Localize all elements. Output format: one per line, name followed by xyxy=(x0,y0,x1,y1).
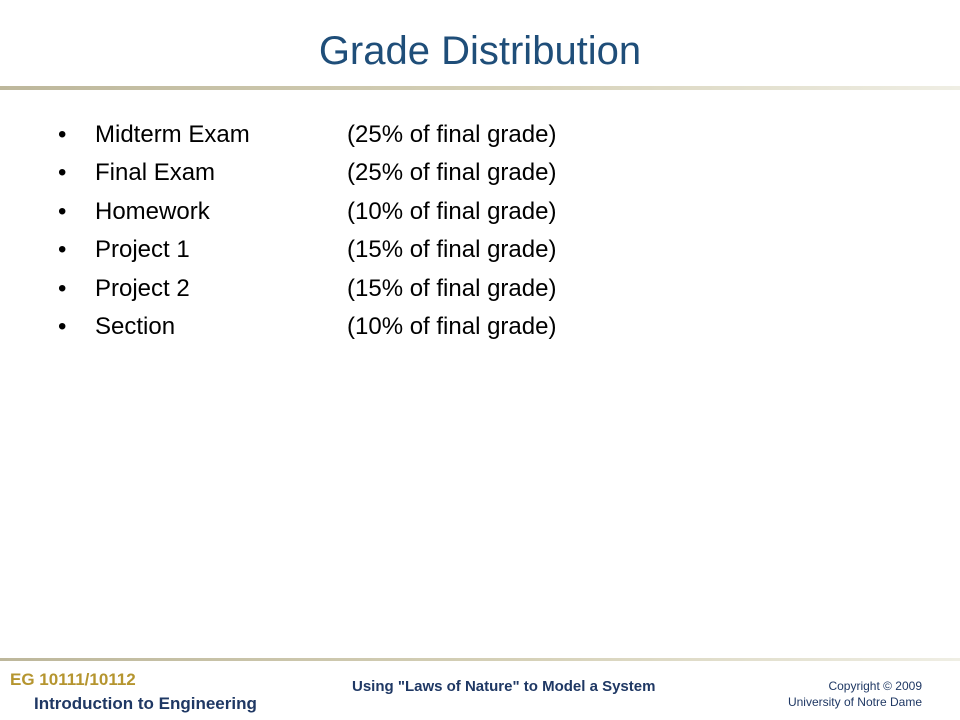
slide-footer-title: Using "Laws of Nature" to Model a System xyxy=(352,678,656,695)
list-item xyxy=(58,195,758,233)
bullet-icon: • xyxy=(58,312,67,340)
bullet-icon: • xyxy=(58,274,67,302)
bullet-icon: • xyxy=(58,159,67,187)
list-item xyxy=(58,272,758,310)
list-item xyxy=(58,156,758,194)
list-item-weight: (25% of final grade) xyxy=(347,159,557,187)
copyright-text: Copyright © 2009 xyxy=(828,679,922,693)
slide-title: Grade Distribution xyxy=(318,29,642,73)
list-item-name: Section xyxy=(95,312,176,340)
list-item xyxy=(58,233,758,271)
list-item xyxy=(58,118,758,156)
grade-distribution-list xyxy=(58,118,758,348)
list-item-weight: (15% of final grade) xyxy=(347,236,557,264)
institution-name: University of Notre Dame xyxy=(787,695,922,709)
footer-divider xyxy=(0,658,960,661)
title-divider xyxy=(0,86,960,90)
bullet-icon: • xyxy=(58,197,67,225)
list-item xyxy=(58,310,758,348)
copyright-block xyxy=(788,678,922,710)
list-item-weight: (10% of final grade) xyxy=(347,312,557,340)
list-item-name: Midterm Exam xyxy=(95,121,250,148)
bullet-icon: • xyxy=(58,236,67,264)
list-item-name: Project 1 xyxy=(95,236,190,264)
list-item-name: Final Exam xyxy=(95,159,216,187)
list-item-name: Project 2 xyxy=(95,274,190,302)
course-code: EG 10111/10112 xyxy=(10,670,136,689)
list-item-name: Homework xyxy=(95,197,210,225)
course-name: Introduction to Engineering xyxy=(34,694,257,713)
bullet-icon: • xyxy=(58,121,67,148)
list-item-weight: (25% of final grade) xyxy=(347,121,557,148)
list-item-weight: (15% of final grade) xyxy=(347,274,557,302)
list-item-weight: (10% of final grade) xyxy=(347,197,557,225)
